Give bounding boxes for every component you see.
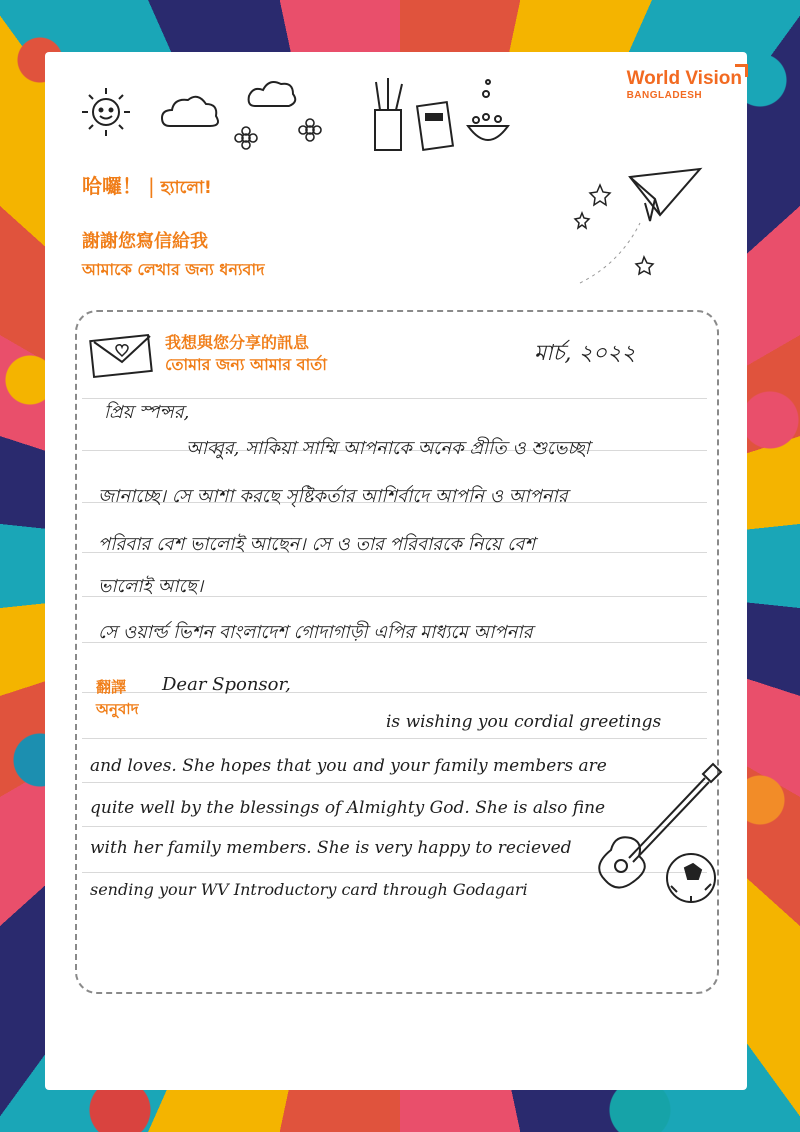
doodles-illustration: [70, 70, 550, 160]
flight-path: [580, 223, 640, 283]
envelope-icon: [88, 330, 156, 380]
world-vision-logo: [627, 68, 742, 101]
letter-en-line: is wishing you cordial greetings: [386, 712, 662, 732]
flower-icon: [235, 119, 321, 149]
paper-plane-icon: [630, 169, 700, 221]
bowl-icon: [468, 80, 508, 140]
thanks-zh: 謝謝您寫信給我: [82, 231, 208, 252]
translation-label: [96, 676, 139, 720]
logo-mark-icon: [735, 64, 748, 77]
notebook-icon: [417, 102, 453, 150]
ruled-line: [82, 738, 707, 739]
translation-label-bn: অনুবাদ: [96, 700, 139, 718]
paper-plane-illustration: [570, 165, 710, 285]
letter-en-line: quite well by the blessings of Almighty God. She is also fine: [90, 798, 606, 818]
letter-bn-line: আব্বুর, সাকিয়া সাম্মি আপনাকে অনেক প্রীতি ও শুভেচ্ছা: [186, 438, 590, 459]
letter-bn-line: পরিবার বেশ ভালোই আছেন। সে ও তার পরিবারকে নিয়ে বেশ: [98, 534, 536, 555]
greeting-separator: |: [148, 174, 155, 198]
letter-en-line: sending your WV Introductory card through Godagari: [90, 880, 528, 899]
greeting-bn: হ্যালো!: [160, 178, 212, 198]
message-header-zh: 我想與您分享的訊息: [165, 333, 310, 352]
letter-en-line: with her family members. She is very happy to recieved: [90, 838, 572, 858]
letter-date: মার্চ, ২০২২: [534, 341, 636, 366]
logo-name: World Vision: [626, 68, 742, 89]
letter-bn-salutation: প্রিয় স্পন্সর,: [104, 402, 190, 423]
greeting: [82, 170, 212, 203]
letter-bn-line: জানাচ্ছে। সে আশা করছে সৃষ্টিকর্তার আশির্বাদে আপনি ও আপনার: [98, 486, 568, 507]
football-icon: [667, 854, 715, 902]
thanks-block: [82, 228, 265, 284]
letter-bn-line: সে ওয়ার্ল্ড ভিশন বাংলাদেশ গোদাগাড়ী এপির মাধ্যমে আপনার: [98, 622, 533, 643]
message-header: [165, 332, 327, 376]
greeting-zh: 哈囉！: [82, 174, 142, 198]
star-icon: [575, 185, 653, 274]
pencil-cup-icon: [375, 78, 402, 150]
guitar-ball-illustration: [585, 760, 725, 910]
cloud-icon: [162, 82, 295, 126]
thanks-bn: আমাকে লেখার জন্য ধন্যবাদ: [82, 260, 265, 279]
letter-bn-line: ভালোই আছে।: [98, 576, 204, 597]
letter-en-salutation: Dear Sponsor,: [162, 674, 291, 695]
letter-en-line: and loves. She hopes that you and your family members are: [90, 756, 607, 776]
guitar-icon: [599, 764, 721, 888]
logo-country: BANGLADESH: [626, 90, 703, 101]
translation-label-zh: 翻譯: [96, 678, 127, 696]
message-header-bn: তোমার জন্য আমার বার্তা: [165, 355, 327, 374]
sun-icon: [82, 88, 130, 136]
